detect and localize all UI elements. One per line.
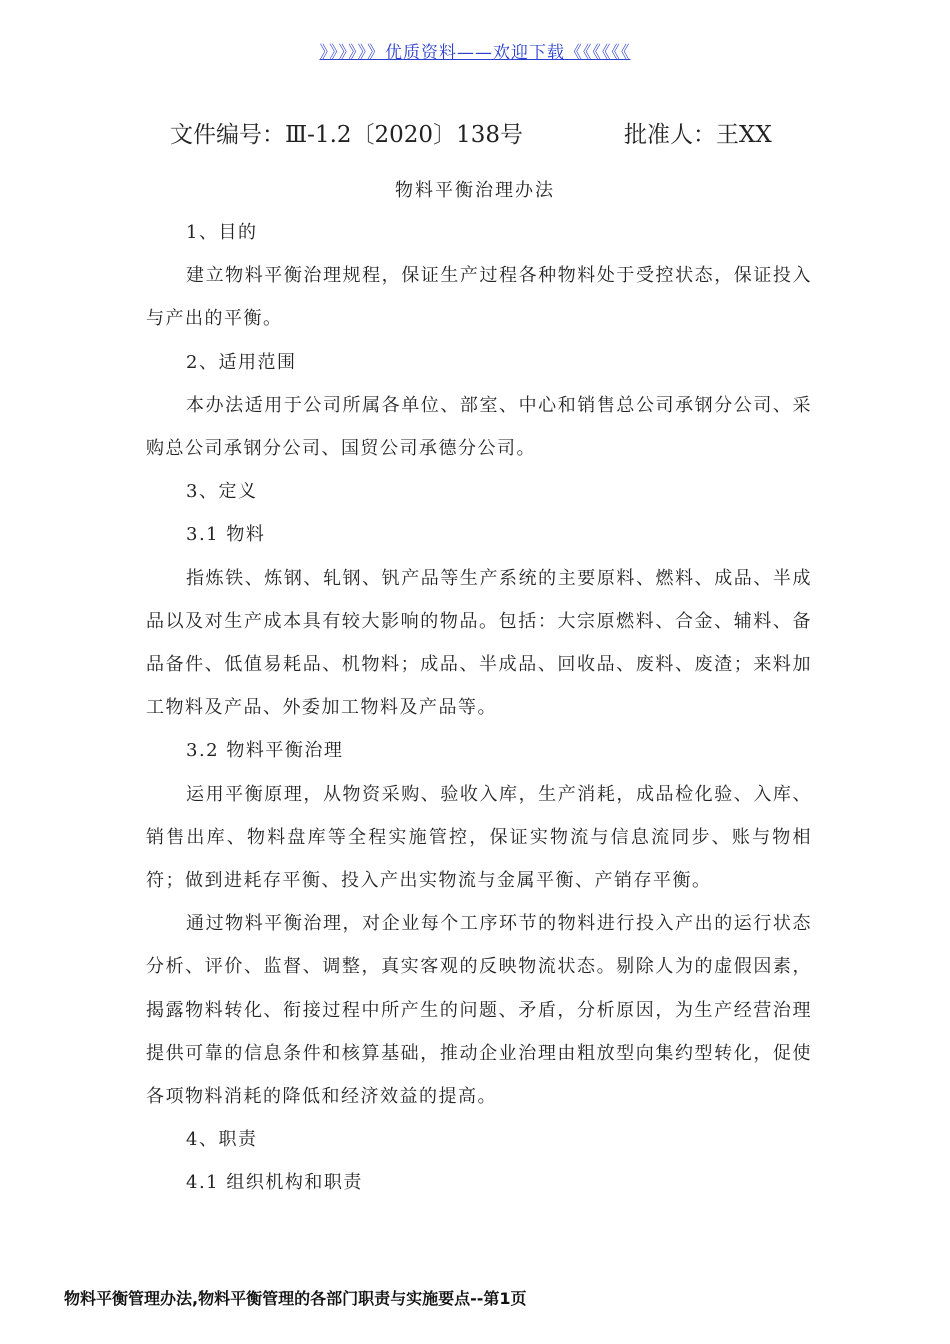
subsection-heading-organization: 4.1 组织机构和职责 — [186, 1172, 363, 1194]
document-title: 物料平衡治理办法 — [395, 180, 555, 201]
subsection-heading-balance: 3.2 物料平衡治理 — [186, 740, 344, 762]
document-body — [146, 211, 812, 1205]
download-banner-link[interactable]: 》》》》》》优质资料——欢迎下载《《《《《《 — [319, 43, 631, 63]
file-header — [170, 116, 810, 149]
section-heading-scope: 2、适用范围 — [186, 351, 297, 373]
file-number: 文件编号：Ⅲ-1.2〔2020〕138号 — [170, 122, 523, 148]
paragraph-scope: 本办法适用于公司所属各单位、部室、中心和销售总公司承钢分公司、采购总公司承钢分公司、国贸公司承德分公司。 — [146, 394, 812, 460]
section-heading-definition: 3、定义 — [186, 481, 258, 503]
paragraph-balance-2: 通过物料平衡治理，对企业每个工序环节的物料进行投入产出的运行状态分析、评价、监督、调整，真实客观的反映物流状态。剔除人为的虚假因素，揭露物料转化、衔接过程中所产生的问题、矛盾，分析原因，为生产经营治理提供可靠的信息条件和核算基础，推动企业治理由粗放型向集约型转化，促使各项物料消耗的降低和经济效益的提高。 — [146, 913, 812, 1108]
approver: 批准人：王XX — [624, 122, 772, 148]
page-footer: 物料平衡管理办法,物料平衡管理的各部门职责与实施要点--第1页 — [64, 1289, 527, 1308]
paragraph-materials: 指炼铁、炼钢、轧钢、钒产品等生产系统的主要原料、燃料、成品、半成品以及对生产成本具有较大影响的物品。包括：大宗原燃料、合金、辅料、备品备件、低值易耗品、机物料；成品、半成品、回收品、废料、废渣；来料加工物料及产品、外委加工物料及产品等。 — [146, 567, 812, 719]
section-heading-responsibilities: 4、职责 — [186, 1129, 258, 1151]
section-heading-purpose: 1、目的 — [186, 222, 258, 243]
paragraph-purpose: 建立物料平衡治理规程，保证生产过程各种物料处于受控状态，保证投入与产出的平衡。 — [146, 265, 812, 330]
subsection-heading-materials: 3.1 物料 — [186, 524, 266, 546]
paragraph-balance-1: 运用平衡原理，从物资采购、验收入库，生产消耗，成品检化验、入库、销售出库、物料盘库等全程实施管控，保证实物流与信息流同步、账与物相符；做到进耗存平衡、投入产出实物流与金属平衡、产销存平衡。 — [146, 783, 812, 892]
